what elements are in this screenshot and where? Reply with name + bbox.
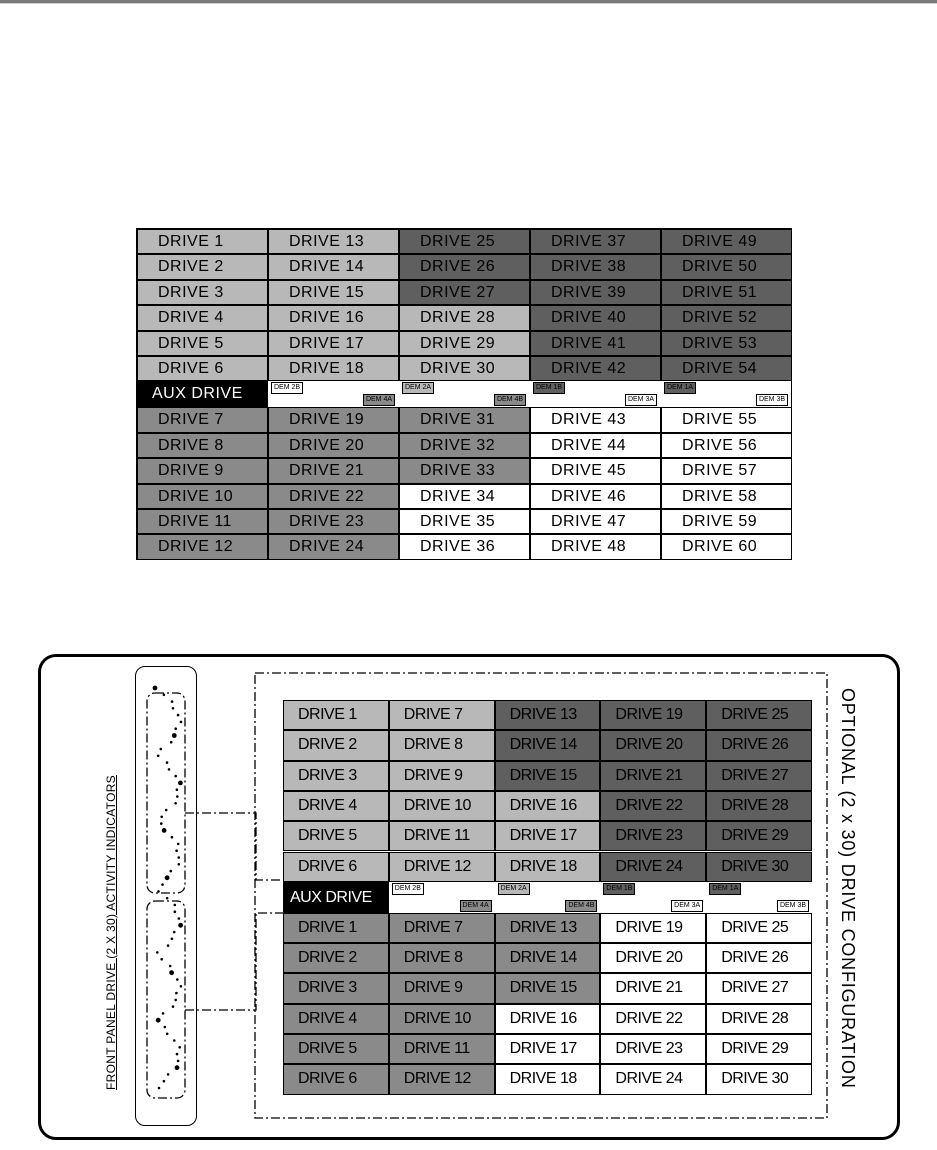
activity-led-dot [167, 1073, 170, 1076]
activity-led-dot [166, 897, 169, 900]
dem-tag-upper: DEM 2B [392, 883, 424, 895]
drive-cell: DRIVE 27 [706, 973, 812, 1003]
activity-led-dot [162, 828, 167, 833]
drive-cell: DRIVE 2 [137, 254, 268, 279]
drive-cell: DRIVE 14 [495, 730, 601, 760]
drive-cell: DRIVE 29 [399, 331, 530, 356]
drive-cell: DRIVE 3 [283, 973, 389, 1003]
aux-drive-cell: AUX DRIVE [283, 882, 389, 913]
drive-cell: DRIVE 8 [137, 433, 268, 458]
dem-tag-lower: DEM 3A [671, 900, 703, 912]
drive-cell: DRIVE 2 [283, 730, 389, 760]
front-panel-label: FRONT PANEL DRIVE (2 X 30) ACTIVITY INDICATORS [104, 775, 118, 1090]
dem-tag-lower: DEM 3B [777, 900, 809, 912]
activity-led-dot [164, 1026, 167, 1029]
activity-led-dot [174, 904, 177, 907]
dem-tag-lower: DEM 4A [363, 394, 395, 406]
drive-cell: DRIVE 25 [706, 700, 812, 730]
drive-cell: DRIVE 23 [268, 509, 399, 534]
activity-led-dot [162, 1012, 165, 1015]
drive-cell: DRIVE 9 [137, 458, 268, 483]
activity-led-dot [173, 931, 176, 934]
drive-cell: DRIVE 46 [530, 484, 661, 509]
activity-led-dot [174, 910, 177, 913]
drive-cell: DRIVE 25 [706, 913, 812, 943]
drive-cell: DRIVE 26 [706, 730, 812, 760]
drive-cell: DRIVE 28 [706, 1004, 812, 1034]
drive-cell: DRIVE 19 [268, 407, 399, 432]
drive-cell: DRIVE 24 [600, 1064, 706, 1094]
drive-cell: DRIVE 47 [530, 509, 661, 534]
drive-cell: DRIVE 25 [399, 229, 530, 254]
drive-cell: DRIVE 49 [661, 229, 792, 254]
drive-cell: DRIVE 21 [600, 973, 706, 1003]
drive-cell: DRIVE 9 [389, 973, 495, 1003]
drive-cell: DRIVE 10 [389, 1004, 495, 1034]
activity-led-dot [175, 1065, 180, 1070]
drive-cell: DRIVE 15 [495, 761, 601, 791]
drive-cell: DRIVE 20 [600, 730, 706, 760]
activity-led-dot [170, 870, 173, 873]
activity-led-dot [158, 1087, 161, 1090]
aux-drive-cell: AUX DRIVE [137, 381, 268, 407]
dem-tag-upper: DEM 1A [664, 382, 696, 394]
drive-cell: DRIVE 17 [495, 821, 601, 851]
dem-tag-upper: DEM 1B [533, 382, 565, 394]
drive-cell: DRIVE 48 [530, 534, 661, 559]
drive-cell: DRIVE 11 [389, 1034, 495, 1064]
drive-cell: DRIVE 1 [137, 229, 268, 254]
dem-tag-upper: DEM 2A [402, 382, 434, 394]
activity-led-dot [178, 917, 181, 920]
drive-cell: DRIVE 18 [268, 356, 399, 381]
drive-cell: DRIVE 53 [661, 331, 792, 356]
activity-led-dot [180, 721, 183, 724]
activity-led-dot [178, 781, 183, 786]
activity-led-dot [171, 938, 174, 941]
drive-cell: DRIVE 40 [530, 305, 661, 330]
upper-indicator-group-outline [147, 693, 185, 893]
drive-cell: DRIVE 19 [600, 700, 706, 730]
lower-indicator-group-outline [147, 901, 185, 1098]
activity-led-dot [161, 883, 164, 886]
drive-cell: DRIVE 14 [495, 943, 601, 973]
drive-cell: DRIVE 26 [706, 943, 812, 973]
activity-led-dot [174, 802, 177, 805]
activity-led-dot [156, 1018, 161, 1023]
drive-cell: DRIVE 12 [137, 534, 268, 559]
drive-cell: DRIVE 22 [600, 791, 706, 821]
drive-cell: DRIVE 33 [399, 458, 530, 483]
drive-cell: DRIVE 16 [495, 791, 601, 821]
drive-cell: DRIVE 36 [399, 534, 530, 559]
drive-cell: DRIVE 4 [137, 305, 268, 330]
drive-cell: DRIVE 28 [399, 305, 530, 330]
drive-cell: DRIVE 30 [706, 852, 812, 882]
drive-cell: DRIVE 29 [706, 1034, 812, 1064]
drive-cell: DRIVE 8 [389, 730, 495, 760]
activity-led-dot [160, 816, 163, 819]
drive-cell: DRIVE 11 [389, 821, 495, 851]
activity-led-dot [174, 999, 177, 1002]
dem-tag-lower: DEM 4B [565, 900, 597, 912]
drive-cell: DRIVE 13 [495, 700, 601, 730]
drive-cell: DRIVE 44 [530, 433, 661, 458]
drive-cell: DRIVE 17 [268, 331, 399, 356]
drive-cell: DRIVE 1 [283, 700, 389, 730]
drive-cell: DRIVE 15 [495, 973, 601, 1003]
drive-cell: DRIVE 58 [661, 484, 792, 509]
drive-cell: DRIVE 17 [495, 1034, 601, 1064]
drive-cell: DRIVE 20 [600, 943, 706, 973]
drive-cell: DRIVE 43 [530, 407, 661, 432]
activity-led-dot [172, 1005, 175, 1008]
dem-tag-lower: DEM 4A [460, 900, 492, 912]
drive-cell: DRIVE 27 [399, 280, 530, 305]
drive-cell: DRIVE 30 [706, 1064, 812, 1094]
activity-led-dot [166, 761, 169, 764]
drive-cell: DRIVE 57 [661, 458, 792, 483]
activity-led-dot [160, 748, 163, 751]
drive-cell: DRIVE 15 [268, 280, 399, 305]
drive-cell: DRIVE 5 [283, 1034, 389, 1064]
dem-tag-lower: DEM 4B [494, 394, 526, 406]
activity-led-dot [157, 755, 160, 758]
activity-led-dot [177, 1060, 180, 1063]
activity-led-dot [176, 978, 179, 981]
drive-cell: DRIVE 12 [389, 852, 495, 882]
activity-led-dot [174, 727, 177, 730]
drive-cell: DRIVE 10 [137, 484, 268, 509]
drive-cell: DRIVE 7 [137, 407, 268, 432]
drive-cell: DRIVE 39 [530, 280, 661, 305]
drive-cell: DRIVE 54 [661, 356, 792, 381]
activity-led-dot [168, 768, 171, 771]
drive-cell: DRIVE 45 [530, 458, 661, 483]
activity-led-dot [153, 686, 158, 691]
drive-cell: DRIVE 14 [268, 254, 399, 279]
drive-cell: DRIVE 13 [495, 913, 601, 943]
dem-tag-lower: DEM 3A [625, 394, 657, 406]
activity-led-dot [177, 843, 180, 846]
activity-led-dot [160, 958, 163, 961]
drive-cell: DRIVE 50 [661, 254, 792, 279]
activity-led-dot [172, 733, 177, 738]
drive-cell: DRIVE 32 [399, 433, 530, 458]
activity-led-dot [171, 836, 174, 839]
drive-cell: DRIVE 20 [268, 433, 399, 458]
drive-cell: DRIVE 19 [600, 913, 706, 943]
dem-tag-lower: DEM 3B [756, 394, 788, 406]
drive-cell: DRIVE 21 [268, 458, 399, 483]
drive-cell: DRIVE 5 [283, 821, 389, 851]
activity-led-dot [160, 822, 163, 825]
drive-cell: DRIVE 51 [661, 280, 792, 305]
drive-cell: DRIVE 23 [600, 1034, 706, 1064]
drive-cell: DRIVE 37 [530, 229, 661, 254]
drive-cell: DRIVE 30 [399, 356, 530, 381]
drive-cell: DRIVE 60 [661, 534, 792, 559]
drive-layout-2x30 [283, 700, 812, 1095]
drive-cell: DRIVE 6 [283, 1064, 389, 1094]
drive-cell: DRIVE 29 [706, 821, 812, 851]
drive-cell: DRIVE 3 [283, 761, 389, 791]
drive-cell: DRIVE 52 [661, 305, 792, 330]
drive-cell: DRIVE 22 [268, 484, 399, 509]
activity-led-dot [169, 970, 174, 975]
drive-cell: DRIVE 42 [530, 356, 661, 381]
drive-cell: DRIVE 18 [495, 1064, 601, 1094]
drive-cell: DRIVE 59 [661, 509, 792, 534]
activity-led-dot [169, 965, 172, 968]
drive-cell: DRIVE 8 [389, 943, 495, 973]
activity-led-dot [167, 944, 170, 947]
drive-cell: DRIVE 28 [706, 791, 812, 821]
drive-cell: DRIVE 6 [137, 356, 268, 381]
drive-cell: DRIVE 7 [389, 700, 495, 730]
drive-cell: DRIVE 2 [283, 943, 389, 973]
drive-cell: DRIVE 10 [389, 791, 495, 821]
activity-led-dot [170, 741, 173, 744]
activity-led-dot [178, 923, 183, 928]
activity-led-dots [153, 686, 183, 1090]
drive-cell: DRIVE 34 [399, 484, 530, 509]
activity-led-dot [178, 1046, 181, 1049]
activity-led-dot [174, 775, 177, 778]
activity-led-dot [163, 694, 166, 697]
drive-cell: DRIVE 5 [137, 331, 268, 356]
activity-led-dot [165, 809, 168, 812]
drive-cell: DRIVE 16 [495, 1004, 601, 1034]
activity-led-dot [157, 890, 160, 893]
drive-cell: DRIVE 16 [268, 305, 399, 330]
drive-cell: DRIVE 6 [283, 852, 389, 882]
drive-cell: DRIVE 24 [268, 534, 399, 559]
lower-connector-line [185, 913, 283, 1010]
drive-cell: DRIVE 18 [495, 852, 601, 882]
drive-cell: DRIVE 38 [530, 254, 661, 279]
drive-cell: DRIVE 26 [399, 254, 530, 279]
activity-led-dot [156, 951, 159, 954]
drive-cell: DRIVE 4 [283, 1004, 389, 1034]
activity-led-dot [163, 1080, 166, 1083]
drive-cell: DRIVE 56 [661, 433, 792, 458]
activity-led-dot [176, 795, 179, 798]
activity-led-dot [175, 849, 178, 852]
activity-led-dot [178, 863, 181, 866]
drive-cell: DRIVE 24 [600, 852, 706, 882]
dem-tag-upper: DEM 1A [709, 883, 741, 895]
drive-cell: DRIVE 22 [600, 1004, 706, 1034]
activity-led-dot [176, 1053, 179, 1056]
drive-cell: DRIVE 7 [389, 913, 495, 943]
activity-led-dot [172, 707, 175, 710]
drive-cell: DRIVE 23 [600, 821, 706, 851]
activity-led-dot [173, 1039, 176, 1042]
dem-tag-upper: DEM 2B [271, 382, 303, 394]
activity-led-dot [166, 1033, 169, 1036]
activity-led-dot [180, 985, 183, 988]
dem-tag-upper: DEM 1B [603, 883, 635, 895]
drive-cell: DRIVE 31 [399, 407, 530, 432]
drive-cell: DRIVE 41 [530, 331, 661, 356]
upper-connector-line [185, 813, 283, 880]
activity-led-dot [176, 788, 179, 791]
optional-config-label: OPTIONAL (2 x 30) DRIVE CONFIGURATION [838, 688, 858, 1089]
drive-cell: DRIVE 4 [283, 791, 389, 821]
activity-led-dot [178, 856, 181, 859]
activity-led-dot [165, 875, 170, 880]
drive-cell: DRIVE 13 [268, 229, 399, 254]
activity-led-dot [177, 714, 180, 717]
drive-cell: DRIVE 1 [283, 913, 389, 943]
drive-cell: DRIVE 12 [389, 1064, 495, 1094]
drive-cell: DRIVE 55 [661, 407, 792, 432]
drive-cell: DRIVE 9 [389, 761, 495, 791]
drive-cell: DRIVE 35 [399, 509, 530, 534]
drive-cell: DRIVE 21 [600, 761, 706, 791]
activity-led-dot [175, 992, 178, 995]
drive-cell: DRIVE 27 [706, 761, 812, 791]
activity-led-dot [171, 700, 174, 703]
drive-cell: DRIVE 3 [137, 280, 268, 305]
drive-cell: DRIVE 11 [137, 509, 268, 534]
dem-tag-upper: DEM 2A [498, 883, 530, 895]
